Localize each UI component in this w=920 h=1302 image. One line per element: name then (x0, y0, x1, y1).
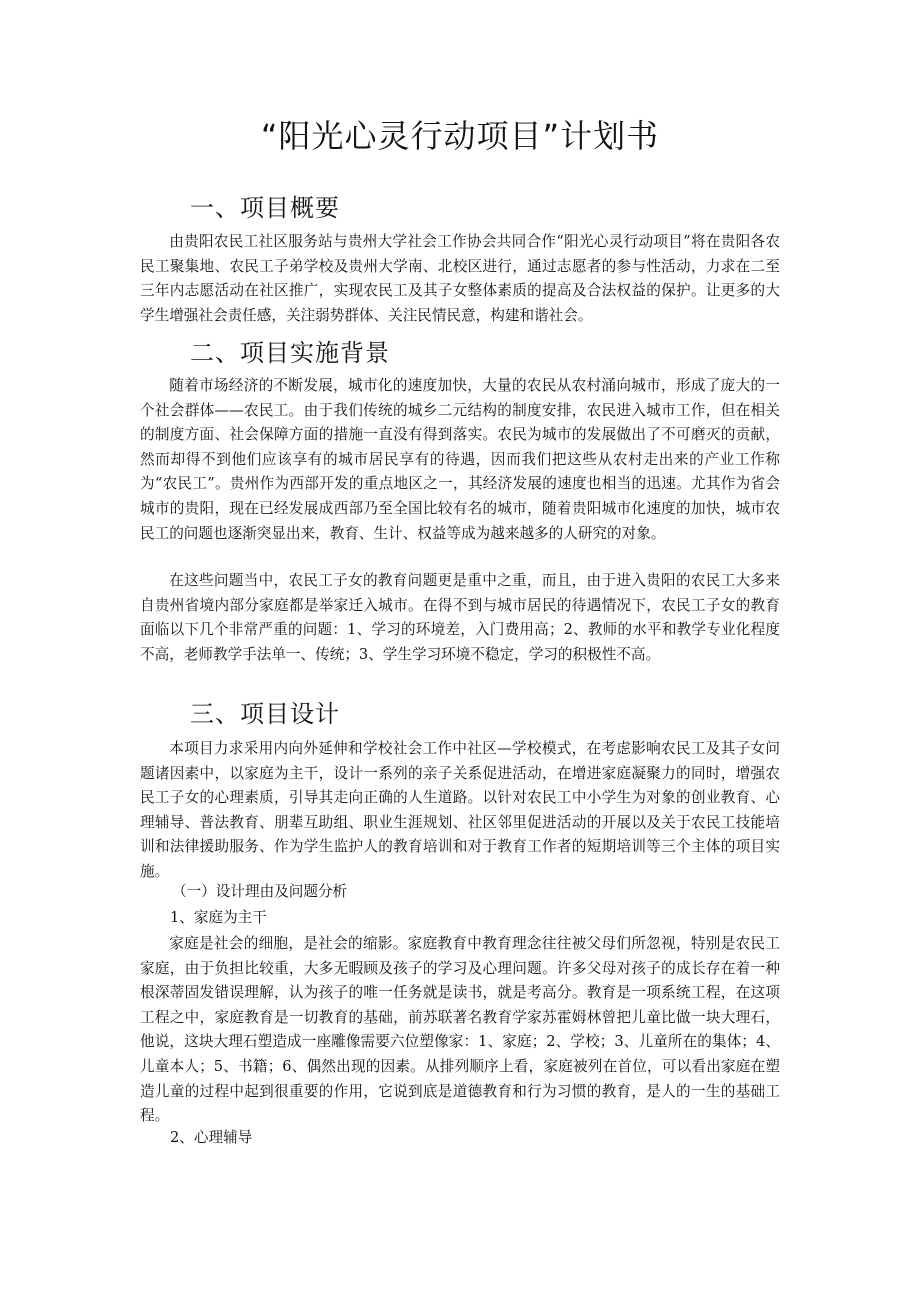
overview-paragraph: 由贵阳农民工社区服务站与贵州大学社会工作协会共同合作“阳光心灵行动项目”将在贵阳各农民工聚集地、农民工子弟学校及贵州大学南、北校区进行，通过志愿者的参与性活动，力求在二至三年内志愿活动在社区推广，实现农民工及其子女整体素质的提高及合法权益的保护。让更多的大学生增强社会责任感，关注弱势群体、关注民情民意，构建和谐社会。 (140, 233, 780, 324)
background-paragraph-2: 在这些问题当中，农民工子女的教育问题更是重中之重，而且，由于进入贵阳的农民工大多来自贵州省境内部分家庭都是举家迁入城市。在得不到与城市居民的待遇情况下，农民工子女的教育面临以下几个非常严重的问题：1、学习的环境差，入门费用高；2、教师的水平和教学专业化程度不高，老师教学手法单一、传统；3、学生学习环境不稳定，学习的积极性不高。 (140, 572, 780, 663)
design-paragraph: 本项目力求采用内向外延伸和学校社会工作中社区—学校模式，在考虑影响农民工及其子女问题诸因素中，以家庭为主干，设计一系列的亲子关系促进活动，在增进家庭凝聚力的同时，增强农民工子女的心理素质，引导其走向正确的人生道路。以针对农民工中小学生为对象的创业教育、心理辅导、普法教育、朋辈互助组、职业生涯规划、社区邻里促进活动的开展以及关于农民工技能培训和法律援助服务、作为学生监护人的教育培训和对于教育工作者的短期培训等三个主体的项目实施。 (140, 740, 780, 880)
document-title: “阳光心灵行动项目”计划书 (260, 117, 660, 155)
section-heading-overview: 一、项目概要 (190, 194, 340, 222)
background-paragraph-1: 随着市场经济的不断发展，城市化的速度加快，大量的农民从农村涌向城市，形成了庞大的一个社会群体——农民工。由于我们传统的城乡二元结构的制度安排，农民进入城市工作，但在相关的制度方面、社会保障方面的措施一直没有得到落实。农民为城市的发展做出了不可磨灭的贡献，然而却得不到他们应该享有的城市居民享有的待遇，因而我们把这些从农村走出来的产业工作称为“农民工”。贵州作为西部开发的重点地区之一，其经济发展的速度也相当的迅速。尤其作为省会城市的贵阳，现在已经发展成西部乃至全国比较有名的城市，随着贵阳城市化速度的加快，城市农民工的问题也逐渐突显出来，教育、生计、权益等成为越来越多的人研究的对象。 (140, 377, 780, 542)
section-heading-background: 二、项目实施背景 (190, 339, 390, 367)
item-1-paragraph: 家庭是社会的细胞，是社会的缩影。家庭教育中教育理念往往被父母们所忽视，特别是农民工家庭，由于负担比较重，大多无暇顾及孩子的学习及心理问题。许多父母对孩子的成长存在着一种根深蒂固发错误理解，认为孩子的唯一任务就是读书，就是考高分。教育是一项系统工程，在这项工程之中，家庭教育是一切教育的基础，前苏联著名教育学家苏霍姆林曾把儿童比做一块大理石，他说，这块大理石塑造成一座雕像需要六位塑像家：1、家庭；2、学校；3、儿童所在的集体；4、儿童本人；5、书籍；6、偶然出现的因素。从排列顺序上看，家庭被列在首位，可以看出家庭在塑造儿童的过程中起到很重要的作用，它说到底是道德教育和行为习惯的教育，是人的一生的基础工程。 (140, 935, 780, 1125)
item-1-title: 1、家庭为主干 (170, 909, 267, 926)
item-2-title: 2、心理辅导 (170, 1129, 253, 1146)
design-subheading: （一）设计理由及问题分析 (172, 883, 348, 900)
section-heading-design: 三、项目设计 (190, 700, 340, 728)
